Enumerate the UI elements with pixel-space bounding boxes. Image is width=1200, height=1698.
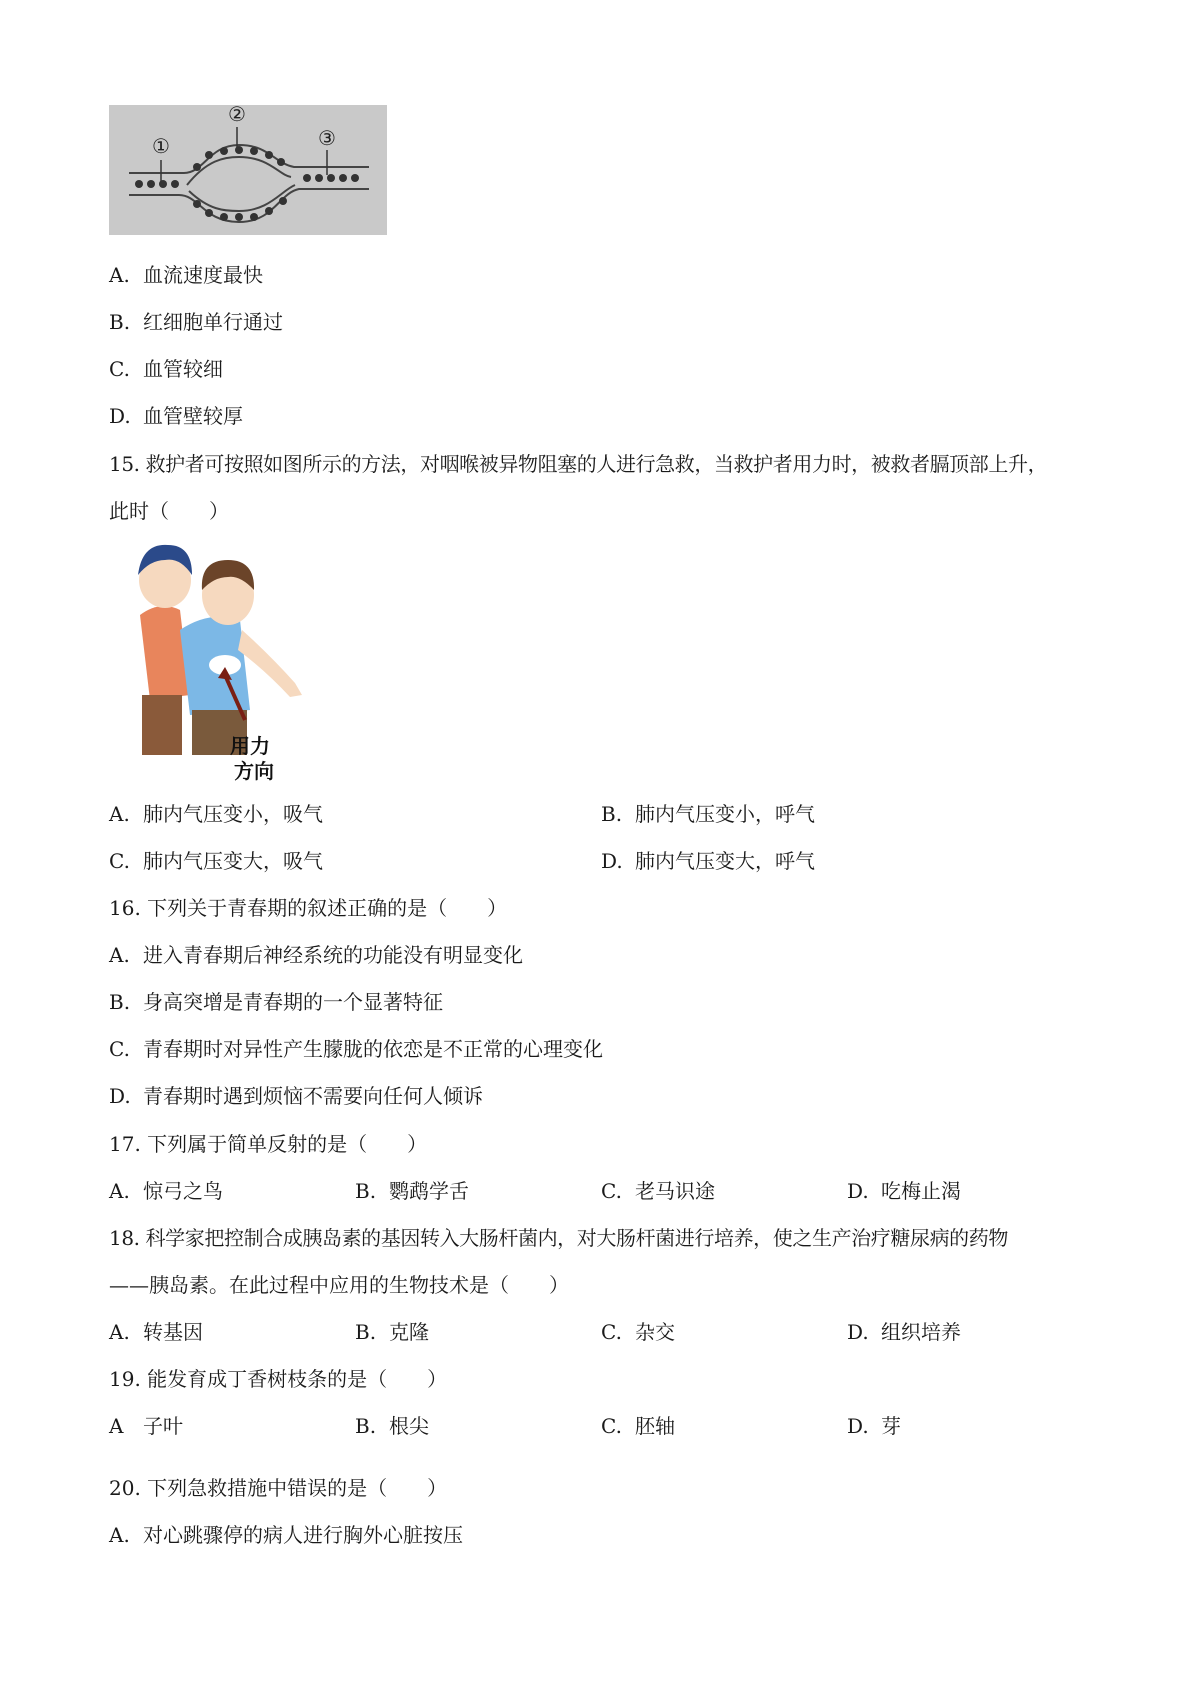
option-letter: B. xyxy=(355,1320,377,1344)
option-text: 肺内气压变小，呼气 xyxy=(635,802,815,826)
option-letter: C. xyxy=(601,1320,622,1344)
option-text: 红细胞单行通过 xyxy=(143,310,283,334)
q17-stem: 17. 下列属于简单反射的是（ ） xyxy=(109,1132,428,1156)
q15-stem-line1: 15. 救护者可按照如图所示的方法，对咽喉被异物阻塞的人进行急救，当救护者用力时，被救者膈顶部上升， xyxy=(109,452,1048,476)
option-letter: B. xyxy=(109,310,131,334)
q17-option-a xyxy=(109,1178,223,1204)
q18-option-c xyxy=(601,1319,675,1345)
option-text: 肺内气压变小，吸气 xyxy=(143,802,323,826)
option-letter: D. xyxy=(847,1320,869,1344)
heimlich-illustration xyxy=(130,535,330,783)
option-letter: A. xyxy=(109,1523,130,1547)
option-letter: B. xyxy=(601,802,623,826)
q15-option-b xyxy=(601,801,815,827)
q20-option-a xyxy=(109,1522,463,1548)
option-letter: A. xyxy=(109,1320,130,1344)
q15-option-d xyxy=(601,848,815,874)
option-letter: A. xyxy=(109,1179,130,1203)
option-text: 老马识途 xyxy=(635,1179,715,1203)
option-text: 对心跳骤停的病人进行胸外心脏按压 xyxy=(143,1523,463,1547)
q17-option-c xyxy=(601,1178,715,1204)
option-text: 转基因 xyxy=(143,1320,203,1344)
option-text: 肺内气压变大，呼气 xyxy=(635,849,815,873)
option-text: 青春期时遇到烦恼不需要向任何人倾诉 xyxy=(143,1084,483,1108)
q18-option-a xyxy=(109,1319,203,1345)
q17-option-b xyxy=(355,1178,469,1204)
q20-stem: 20. 下列急救措施中错误的是（ ） xyxy=(109,1476,448,1500)
option-text: 血流速度最快 xyxy=(143,263,263,287)
q14-option-a xyxy=(109,262,263,288)
option-text: 肺内气压变大，吸气 xyxy=(143,849,323,873)
option-letter: D. xyxy=(109,404,131,428)
option-letter: D. xyxy=(847,1179,869,1203)
option-letter: C. xyxy=(601,1179,622,1203)
capillary-figure xyxy=(109,105,387,235)
q15-stem-line2: 此时（ ） xyxy=(109,499,229,523)
option-text: 根尖 xyxy=(389,1414,429,1438)
q19-option-a xyxy=(109,1413,183,1439)
q18-option-d xyxy=(847,1319,961,1345)
q14-option-b xyxy=(109,309,283,335)
force-label-line1: 用力 xyxy=(230,734,270,758)
option-text: 芽 xyxy=(881,1414,901,1438)
q16-option-b xyxy=(109,989,443,1015)
option-letter: B. xyxy=(355,1179,377,1203)
option-text: 鹦鹉学舌 xyxy=(389,1179,469,1203)
capillary-diagram xyxy=(109,105,387,235)
force-label-line2: 方向 xyxy=(234,759,274,783)
option-letter: C. xyxy=(109,849,130,873)
option-letter: C. xyxy=(109,357,130,381)
option-text: 克隆 xyxy=(389,1320,429,1344)
option-letter: A. xyxy=(109,263,130,287)
q19-option-c xyxy=(601,1413,675,1439)
option-text: 青春期时对异性产生朦胧的依恋是不正常的心理变化 xyxy=(143,1037,603,1061)
q19-option-b xyxy=(355,1413,429,1439)
option-letter: B. xyxy=(355,1414,377,1438)
option-text: 惊弓之鸟 xyxy=(143,1179,223,1203)
option-letter: A. xyxy=(109,943,130,967)
heimlich-figure xyxy=(130,535,330,783)
option-text: 子叶 xyxy=(143,1414,183,1438)
q15-option-c xyxy=(109,848,323,874)
option-text: 胚轴 xyxy=(635,1414,675,1438)
option-text: 血管壁较厚 xyxy=(143,404,243,428)
option-text: 身高突增是青春期的一个显著特征 xyxy=(143,990,443,1014)
label-3: ③ xyxy=(318,126,336,150)
option-text: 杂交 xyxy=(635,1320,675,1344)
option-letter: D. xyxy=(109,1084,131,1108)
q16-stem: 16. 下列关于青春期的叙述正确的是（ ） xyxy=(109,896,508,920)
option-letter: D. xyxy=(601,849,623,873)
q18-stem-line1: 18. 科学家把控制合成胰岛素的基因转入大肠杆菌内，对大肠杆菌进行培养，使之生产治疗糖尿病的药物 xyxy=(109,1226,1008,1250)
q18-option-b xyxy=(355,1319,429,1345)
option-text: 进入青春期后神经系统的功能没有明显变化 xyxy=(143,943,523,967)
q14-option-c xyxy=(109,356,223,382)
q19-stem: 19. 能发育成丁香树枝条的是（ ） xyxy=(109,1367,448,1391)
label-1: ① xyxy=(152,134,170,158)
q16-option-c xyxy=(109,1036,603,1062)
option-letter: A. xyxy=(109,802,130,826)
option-letter: D. xyxy=(847,1414,869,1438)
q18-stem-line2: ——胰岛素。在此过程中应用的生物技术是（ ） xyxy=(109,1273,569,1297)
option-text: 吃梅止渴 xyxy=(881,1179,961,1203)
q17-option-d xyxy=(847,1178,961,1204)
q14-option-d xyxy=(109,403,243,429)
option-text: 组织培养 xyxy=(881,1320,961,1344)
label-2: ② xyxy=(228,105,246,126)
option-letter: B. xyxy=(109,990,131,1014)
option-letter: A xyxy=(109,1414,124,1438)
q16-option-a xyxy=(109,942,523,968)
option-text: 血管较细 xyxy=(143,357,223,381)
option-letter: C. xyxy=(601,1414,622,1438)
q15-option-a xyxy=(109,801,323,827)
q19-option-d xyxy=(847,1413,901,1439)
q16-option-d xyxy=(109,1083,483,1109)
option-letter: C. xyxy=(109,1037,130,1061)
